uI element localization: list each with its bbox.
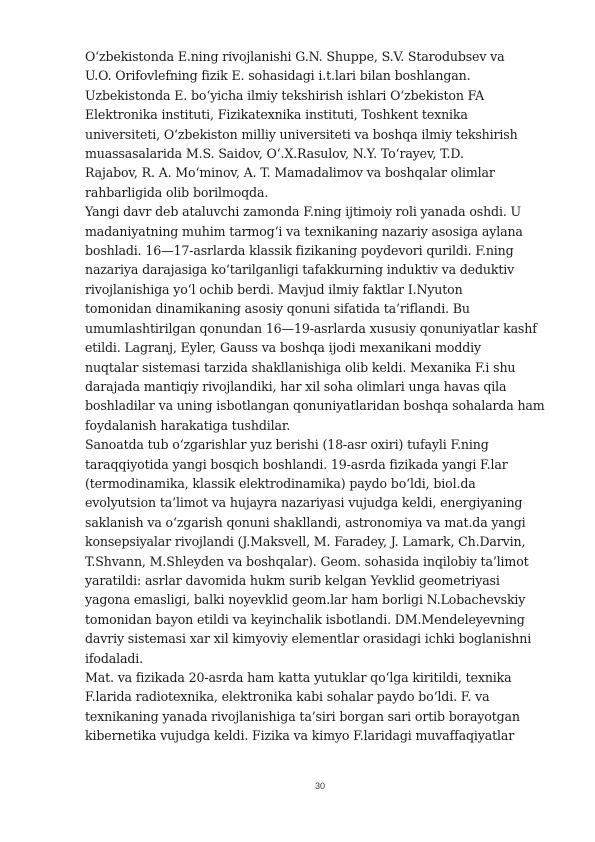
text-line: T.Shvann, M.Shleyden va boshqalar). Geom. sohasida inqilobiy ta’limot bbox=[85, 553, 529, 569]
text-line: Sanoatda tub o‘zgarishlar yuz berishi (18-asr oxiri) tufayli F.ning bbox=[85, 437, 489, 453]
text-line: Yangi davr deb ataluvchi zamonda F.ning ijtimoiy roli yanada oshdi. U bbox=[85, 204, 521, 220]
text-line: darajada mantiqiy rivojlandiki, har xil soha olimlari unga havas qila bbox=[85, 378, 507, 394]
text-line: nuqtalar sistemasi tarzida shakllanishiga olib keldi. Mexanika F.i shu bbox=[85, 359, 516, 375]
text-line: rivojlanishiga yo‘l ochib berdi. Mavjud ilmiy faktlar I.Nyuton bbox=[85, 281, 463, 297]
text-line: muassasalarida M.S. Saidov, O‘.X.Rasulov, N.Y. To‘rayev, T.D. bbox=[85, 146, 464, 162]
text-line: umumlashtirilgan qonundan 16—19-asrlarda xususiy qonuniyatlar kashf bbox=[85, 320, 537, 336]
text-line: kibernetika vujudga keldi. Fizika va kimyo F.laridagi muvaffaqiyatlar bbox=[85, 728, 515, 744]
text-line: madaniyatning muhim tarmog‘i va texnikaning nazariy asosiga aylana bbox=[85, 223, 523, 239]
page-body bbox=[85, 47, 555, 746]
text-line: universiteti, O‘zbekiston milliy universiteti va boshqa ilmiy tekshirish bbox=[85, 126, 518, 142]
text-line: yagona emasligi, balki noyevklid geom.lar ham borligi N.Lobachevskiy bbox=[85, 592, 526, 608]
text-line: Rajabov, R. A. Mo‘minov, A. T. Mamadalimov va boshqalar olimlar bbox=[85, 165, 495, 181]
text-line: ifodaladi. bbox=[85, 650, 143, 666]
text-line: nazariya darajasiga ko‘tarilganligi tafakkurning induktiv va deduktiv bbox=[85, 262, 515, 278]
page-number: 30 bbox=[314, 781, 325, 791]
text-line: evolyutsion ta’limot va hujayra nazariyasi vujudga keldi, energiyaning bbox=[85, 495, 523, 511]
text-line: yaratildi: asrlar davomida hukm surib kelgan Yevklid geometriyasi bbox=[85, 572, 500, 588]
text-line: Elektronika instituti, Fizikatexnika instituti, Toshkent texnika bbox=[85, 107, 468, 123]
text-line: saklanish va o‘zgarish qonuni shakllandi, astronomiya va mat.da yangi bbox=[85, 514, 526, 530]
text-line: tomonidan bayon etildi va keyinchalik isbotlandi. DM.Mendeleyevning bbox=[85, 611, 525, 627]
text-line: texnikaning yanada rivojlanishiga ta’siri borgan sari ortib borayotgan bbox=[85, 708, 520, 724]
text-line: etildi. Lagranj, Eyler, Gauss va boshqa ijodi mexanikani moddiy bbox=[85, 340, 481, 356]
text-line: U.O. Orifovlefning fizik E. sohasidagi i.t.lari bilan boshlangan. bbox=[85, 68, 471, 84]
text-line: rahbarligida olib borilmoqda. bbox=[85, 184, 269, 200]
text-line: boshladilar va uning isbotlangan qonuniyatlaridan boshqa sohalarda ham bbox=[85, 398, 545, 414]
text-line: taraqqiyotida yangi bosqich boshlandi. 19-asrda fizikada yangi F.lar bbox=[85, 456, 508, 472]
text-line: konsepsiyalar rivojlandi (J.Maksvell, M. Faradey, J. Lamark, Ch.Darvin, bbox=[85, 534, 526, 550]
text-line: O‘zbekistonda E.ning rivojlanishi G.N. Shuppe, S.V. Starodubsev va bbox=[85, 49, 505, 64]
text-line: (termodinamika, klassik elektrodinamika) paydo bo‘ldi, biol.da bbox=[85, 475, 476, 491]
text-line: davriy sistemasi xar xil kimyoviy elementlar orasidagi ichki boglanishni bbox=[85, 631, 532, 647]
text-line: boshladi. 16—17-asrlarda klassik fizikaning poydevori qurildi. F.ning bbox=[85, 243, 514, 259]
text-line: Mat. va fizikada 20-asrda ham katta yutuklar qo‘lga kiritildi, texnika bbox=[85, 670, 512, 685]
text-line: foydalanish harakatiga tushdilar. bbox=[85, 417, 291, 433]
text-line: F.larida radiotexnika, elektronika kabi sohalar paydo bo‘ldi. F. va bbox=[85, 689, 490, 705]
text-line: tomonidan dinamikaning asosiy qonuni sifatida ta’riflandi. Bu bbox=[85, 301, 470, 317]
text-line: Uzbekistonda E. bo‘yicha ilmiy tekshirish ishlari O‘zbekiston FA bbox=[85, 87, 485, 103]
